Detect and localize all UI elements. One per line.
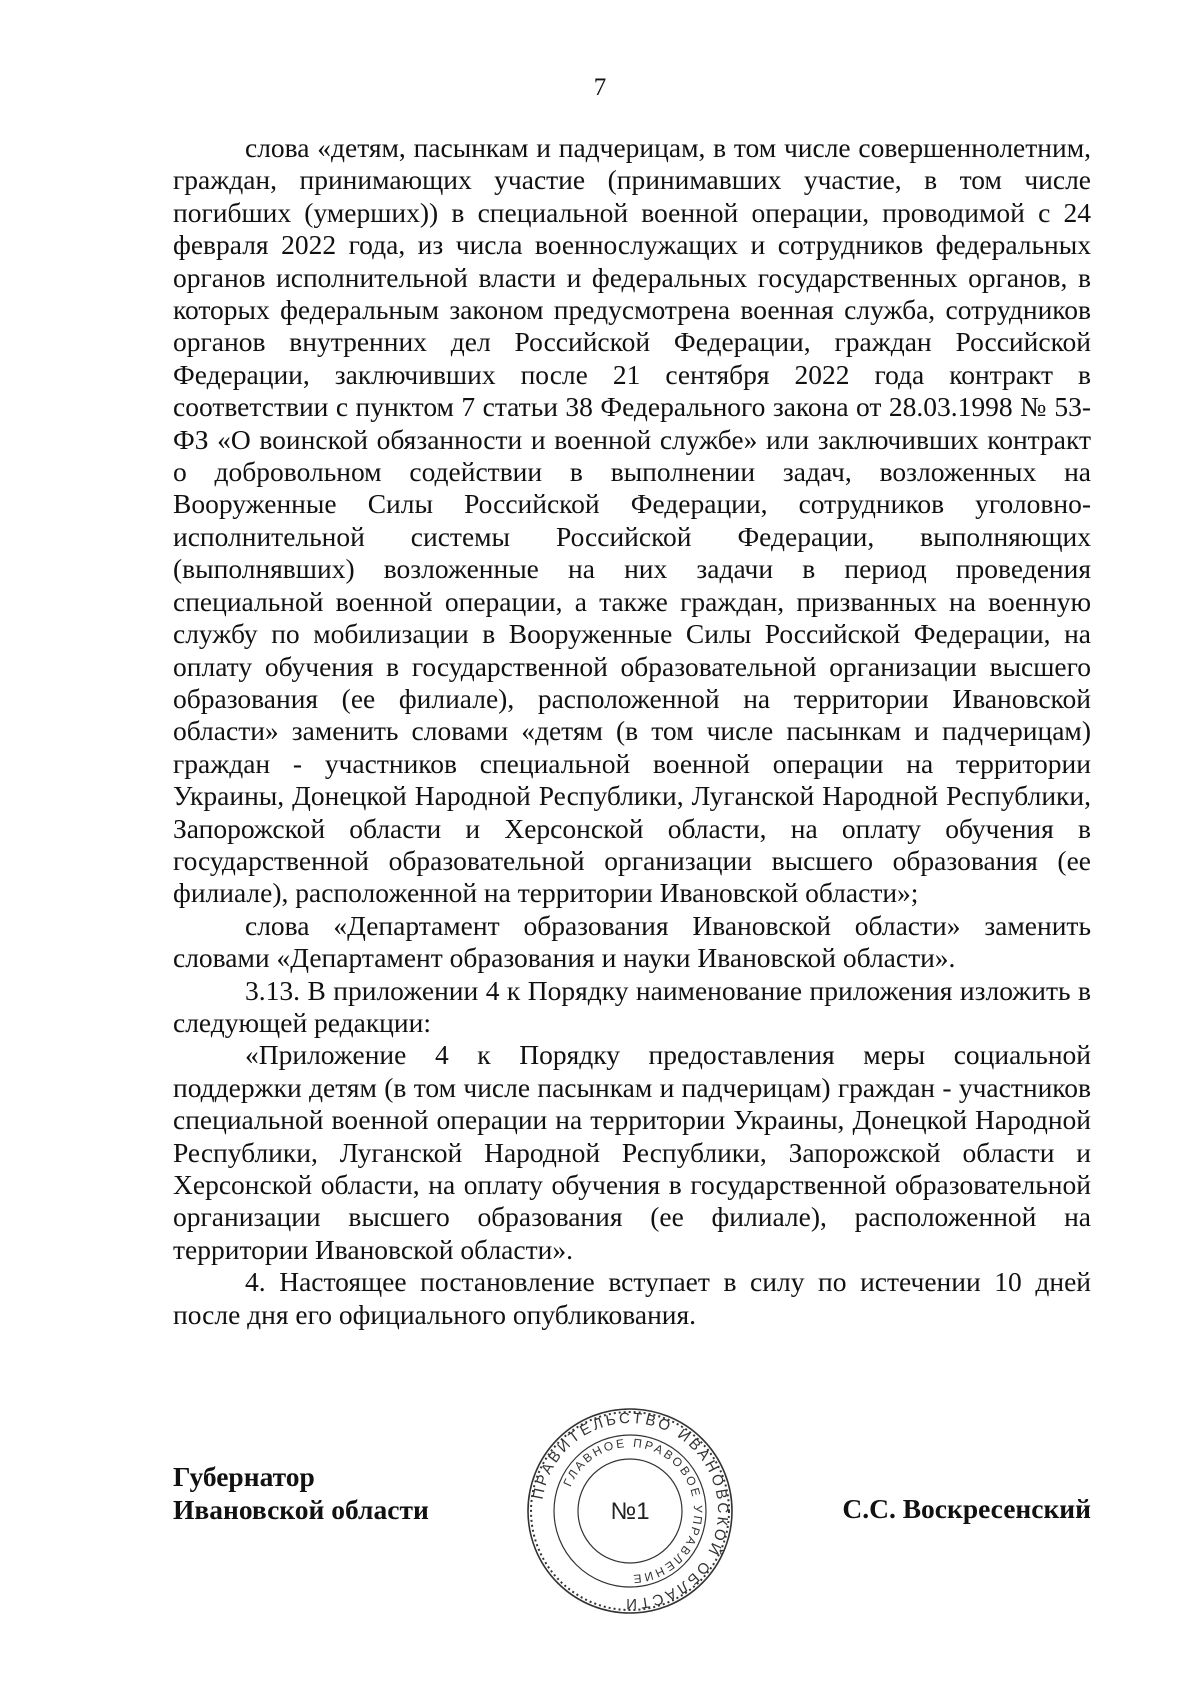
signatory-position-line2: Ивановской области [173,1494,429,1525]
official-stamp [524,1405,736,1617]
paragraph-item-3-13: 3.13. В приложении 4 к Порядку наименование приложения изложить в следующей редакции: [173,974,1091,1038]
page-number: 7 [593,74,607,101]
paragraph-amendment-text: слова «детям, пасынкам и падчерицам, в том числе совершеннолетним, граждан, принимающих участие (принимавших участие, в том числе погибших (умерших)) в специальной военной операции, проводимой с 24 февраля 2022 года, из числа военнослужащих и сотрудников федеральных органов исполнительной власти и федеральных государственных органов, в которых федеральным законом предусмотрена военная служба, сотрудников органов внутренних дел Российской Федерации, граждан Российской Федерации, заключивших после 21 сентября 2022 года контракт в соответствии с пунктом 7 статьи 38 Федерального закона от 28.03.1998 № 53-ФЗ «О воинской обязанности и военной службе» или заключивших контракт о добровольном содействии в выполнении задач, возложенных на Вооруженные Силы Российской Федерации, сотрудников уголовно-исполнительной системы Российской Федерации, выполняющих (выполнявших) возложенные на них задачи в период проведения специальной военной операции, а также граждан, призванных на военную службу по мобилизации в Вооруженные Силы Российской Федерации, на оплату обучения в государственной образовательной организации высшего образования (ее филиале), расположенной на территории Ивановской области» заменить словами «детям (в том числе пасынкам и падчерицам) граждан - участников специальной военной операции на территории Украины, Донецкой Народной Республики, Луганской Народной Республики, Запорожской области и Херсонской области, на оплату обучения в государственной образовательной организации высшего образования (ее филиале), расположенной на территории Ивановской области»; [173,132,1091,909]
stamp-inner-text: ГЛАВНОЕ ПРАВОВОЕ УПРАВЛЕНИЕ [560,1435,706,1587]
paragraph-item-4: 4. Настоящее постановление вступает в силу по истечении 10 дней после дня его официального опубликования. [173,1266,1091,1330]
stamp-number: №1 [610,1498,650,1525]
signatory-name: С.С. Воскресенский [842,1493,1091,1524]
signatory-position-line1: Губернатор [173,1461,315,1492]
paragraph-appendix-title: «Приложение 4 к Порядку предоставления меры социальной поддержки детям (в том числе пасынкам и падчерицам) граждан - участников специальной военной операции на территории Украины, Донецкой Народной Республики, Луганской Народной Республики, Запорожской области и Херсонской области, на оплату обучения в государственной образовательной организации высшего образования (ее филиале), расположенной на территории Ивановской области». [173,1039,1091,1265]
signatory-position [173,1460,429,1526]
document-body [173,132,1091,1331]
stamp-outer-text: ПРАВИТЕЛЬСТВО ИВАНОВСКОЙ ОБЛАСТИ [529,1409,732,1613]
paragraph-department-rename: слова «Департамент образования Ивановской области» заменить словами «Департамент образования и науки Ивановской области». [173,909,1091,974]
